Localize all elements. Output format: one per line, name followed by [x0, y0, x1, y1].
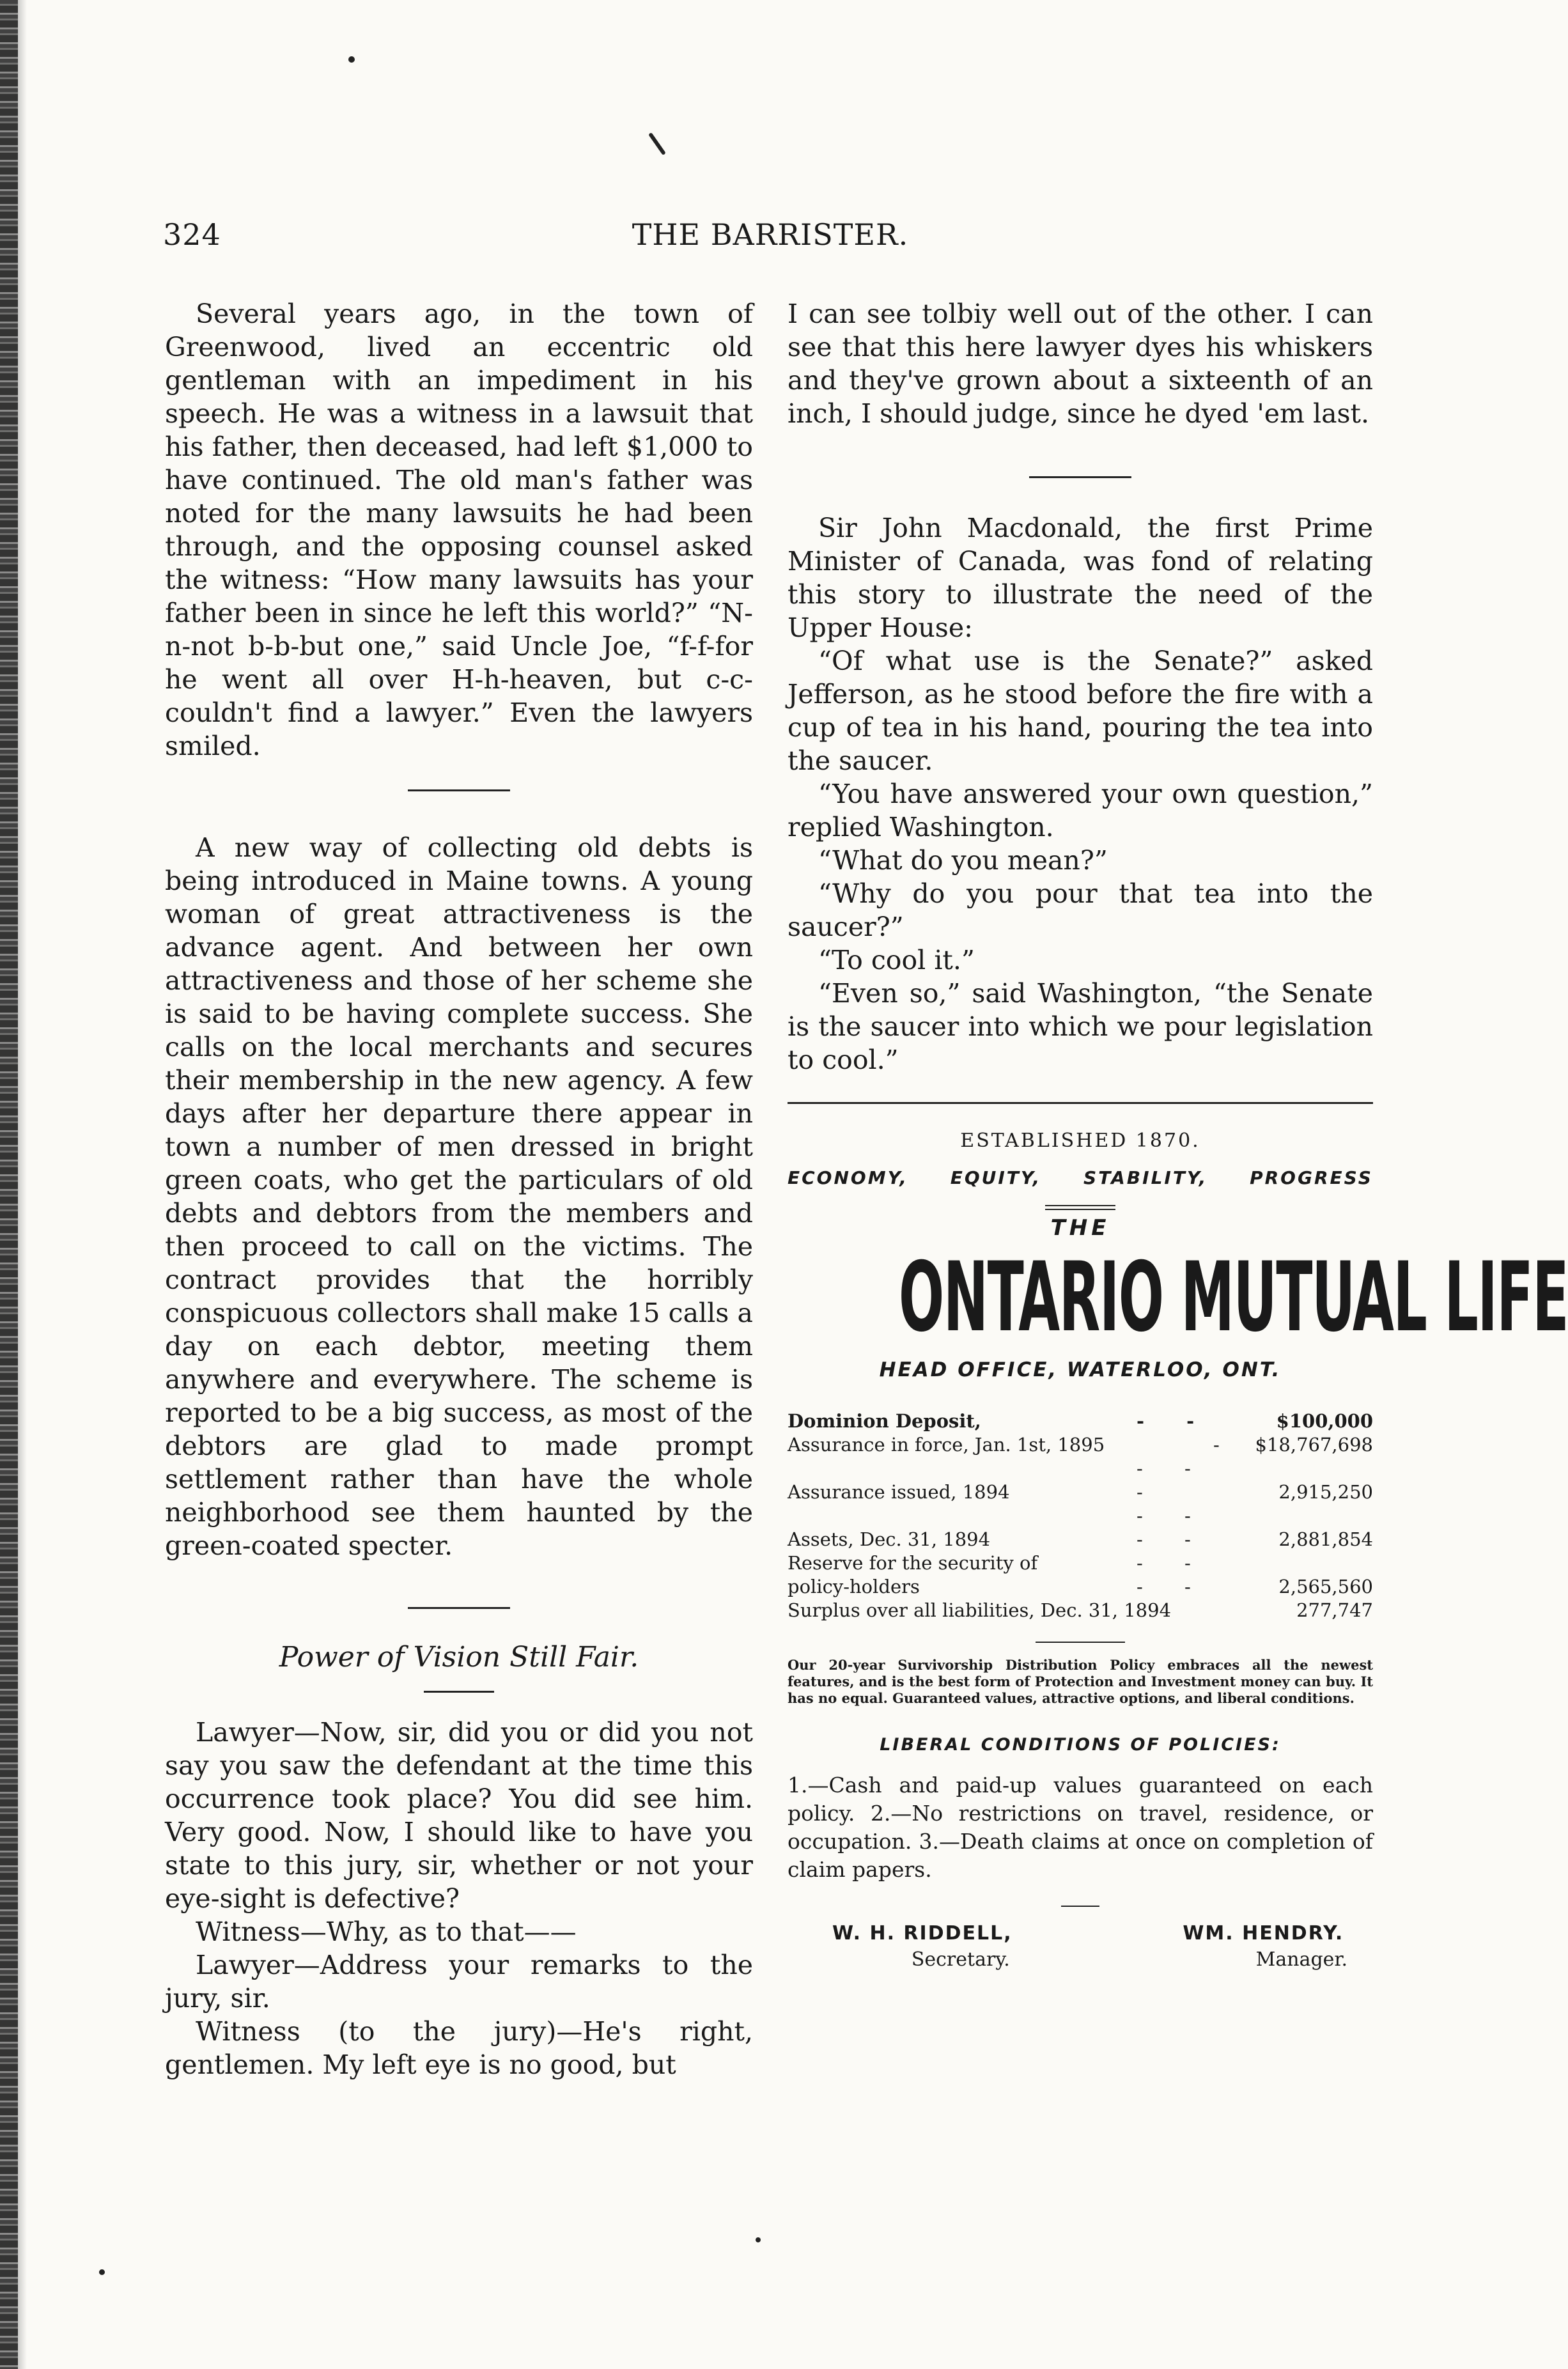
signatory-secretary [832, 1922, 1013, 1971]
motto-word: ECONOMY, [788, 1167, 908, 1188]
leader-dots: - - - - [1137, 1552, 1209, 1597]
signatory-role: Manager. [1255, 1948, 1347, 1971]
financial-value: $100,000 [1276, 1410, 1373, 1432]
story-greenwood: Several years ago, in the town of Greenwood, lived an eccentric old gentleman with an impediment in his speech. He was a witness in a lawsuit that his father, then deceased, had left $1,000 to have continued. The old man's father was noted for the many lawsuits he had been through, and the opposing counsel asked the witness: “How many lawsuits has your father been in since he left this world?” “N-n-not b-b-but one,” said Uncle Joe, “f-f-for he went all over H-h-heaven, but c-c-couldn't find a lawyer.” Even the lawyers smiled. [165, 299, 753, 761]
financial-label: Reserve for the security of policy-holders [788, 1552, 1038, 1597]
book-binding-edge [0, 0, 18, 2369]
story-vision-continued: I can see tolbiy well out of the other. I can see that this here lawyer dyes his whiskers and they've grown about a sixteenth of an inch, I should judge, since he dyed 'em last. [788, 299, 1373, 429]
story-senate-p4: “What do you mean?” [818, 845, 1108, 876]
story-senate-p3: “You have answered your own question,” replied Washington. [788, 779, 1373, 843]
financial-label: Assets, Dec. 31, 1894 [788, 1528, 991, 1550]
financial-value: 2,565,560 [1278, 1576, 1373, 1597]
financial-label: Surplus over all liabilities, Dec. 31, 1894 [788, 1599, 1172, 1621]
liberal-conditions-heading: LIBERAL CONDITIONS OF POLICIES: [880, 1735, 1281, 1755]
binding-shadow [18, 0, 27, 2369]
motto-word: STABILITY, [1083, 1167, 1208, 1188]
signatures [788, 1922, 1373, 1971]
ink-speck [648, 132, 666, 155]
financial-label: Assurance issued, 1894 [788, 1481, 1010, 1503]
story-debt-collection: A new way of collecting old debts is being introduced in Maine towns. A young woman of great attractiveness is the advance agent. And between her own attractiveness and those of her scheme she is said to be having complete success. She calls on the local merchants and secures their membership in the new agency. A few days after her departure there appear in town a number of men dressed in bright green coats, who get the particulars of old debts and debtors from the members and then proceed to call on the victims. The contract provides that the horribly conspicuous collectors shall make 15 calls a day on each debtor, meeting them anywhere and everywhere. The scheme is reported to be a big success, as most of the debtors are glad to made prompt settlement rather than have the whole neighborhood see them haunted by the green-coated specter. [165, 832, 753, 1561]
financial-label: Assurance in force, Jan. 1st, 1895 [788, 1434, 1105, 1456]
ink-speck [348, 56, 355, 63]
policy-note: Our 20-year Survivorship Distribution Policy embraces all the newest features, and is the best form of Protection and Investment money can buy. It has no equal. Guaranteed values, attractive options, and liberal conditions. [788, 1657, 1373, 1706]
story-senate-p1: Sir John Macdonald, the first Prime Minister of Canada, was fond of relating this story to illustrate the need of the Upper House: [788, 513, 1373, 643]
right-column [788, 297, 1568, 1971]
page-header [163, 217, 1378, 268]
financial-value: 2,881,854 [1278, 1528, 1373, 1550]
financial-value: 277,747 [1296, 1599, 1373, 1621]
financial-row [788, 1433, 1373, 1457]
ink-speck [99, 2269, 105, 2275]
story-senate-p2: “Of what use is the Senate?” asked Jefferson, as he stood before the fire with a cup of tea in his hand, pouring the tea into the saucer. [788, 646, 1373, 776]
story-senate-p6: “To cool it.” [818, 945, 975, 975]
ink-speck [756, 2237, 761, 2242]
story-vision-p2: Witness—Why, as to that—— [196, 1916, 577, 1947]
policy-conditions: 1.—Cash and paid-up values guaranteed on each policy. 2.—No restrictions on travel, residence, or occupation. 3.—Death claims at once on completion of claim papers. [788, 1773, 1373, 1882]
page-number: 324 [163, 217, 221, 252]
story-vision-p1: Lawyer—Now, sir, did you or did you not say you saw the defendant at the time this occurrence took place? You did see him. Very good. Now, I should like to have you state to this jury, sir, whether or not your eye-sight is defective? [165, 1717, 753, 1914]
financial-row [788, 1551, 1373, 1599]
motto-word: PROGRESS [1250, 1167, 1373, 1188]
company-name: ONTARIO MUTUAL LIFE [899, 1242, 1568, 1353]
signatory-name: W. H. RIDDELL, [832, 1922, 1013, 1945]
company-motto [788, 1167, 1373, 1188]
financial-table [788, 1410, 1373, 1622]
leader-dots: - [1213, 1434, 1238, 1456]
leader-dots: - - - - [1137, 1505, 1209, 1550]
signatory-role: Secretary. [911, 1948, 1010, 1971]
running-title: THE BARRISTER. [632, 217, 909, 252]
insurance-advertisement [788, 1102, 1568, 1971]
financial-row [788, 1457, 1373, 1504]
story-senate-p7: “Even so,” said Washington, “the Senate is the saucer into which we pour legislation to cool.” [788, 978, 1373, 1075]
financial-value: $18,767,698 [1255, 1434, 1373, 1456]
leader-dots: - - [1137, 1410, 1213, 1432]
head-office: HEAD OFFICE, WATERLOO, ONT. [879, 1358, 1282, 1381]
story-senate-p5: “Why do you pour that tea into the saucer?” [788, 878, 1373, 942]
financial-row [788, 1504, 1373, 1551]
leader-dots: - - - [1137, 1457, 1209, 1503]
motto-word: EQUITY, [950, 1167, 1042, 1188]
financial-row [788, 1599, 1373, 1622]
signatory-name: WM. HENDRY. [1183, 1922, 1344, 1945]
financial-label: Dominion Deposit, [788, 1410, 981, 1432]
financial-row [788, 1410, 1373, 1433]
story-vision-p4: Witness (to the jury)—He's right, gentlemen. My left eye is no good, but [165, 2016, 753, 2080]
established-line: ESTABLISHED 1870. [960, 1130, 1200, 1152]
ad-the: THE [1050, 1215, 1110, 1241]
signatory-manager [1179, 1922, 1347, 1971]
story-title: Power of Vision Still Fair. [279, 1641, 639, 1674]
story-vision-p3: Lawyer—Address your remarks to the jury, sir. [165, 1950, 753, 2014]
left-column [165, 297, 753, 2081]
financial-value: 2,915,250 [1278, 1481, 1373, 1503]
